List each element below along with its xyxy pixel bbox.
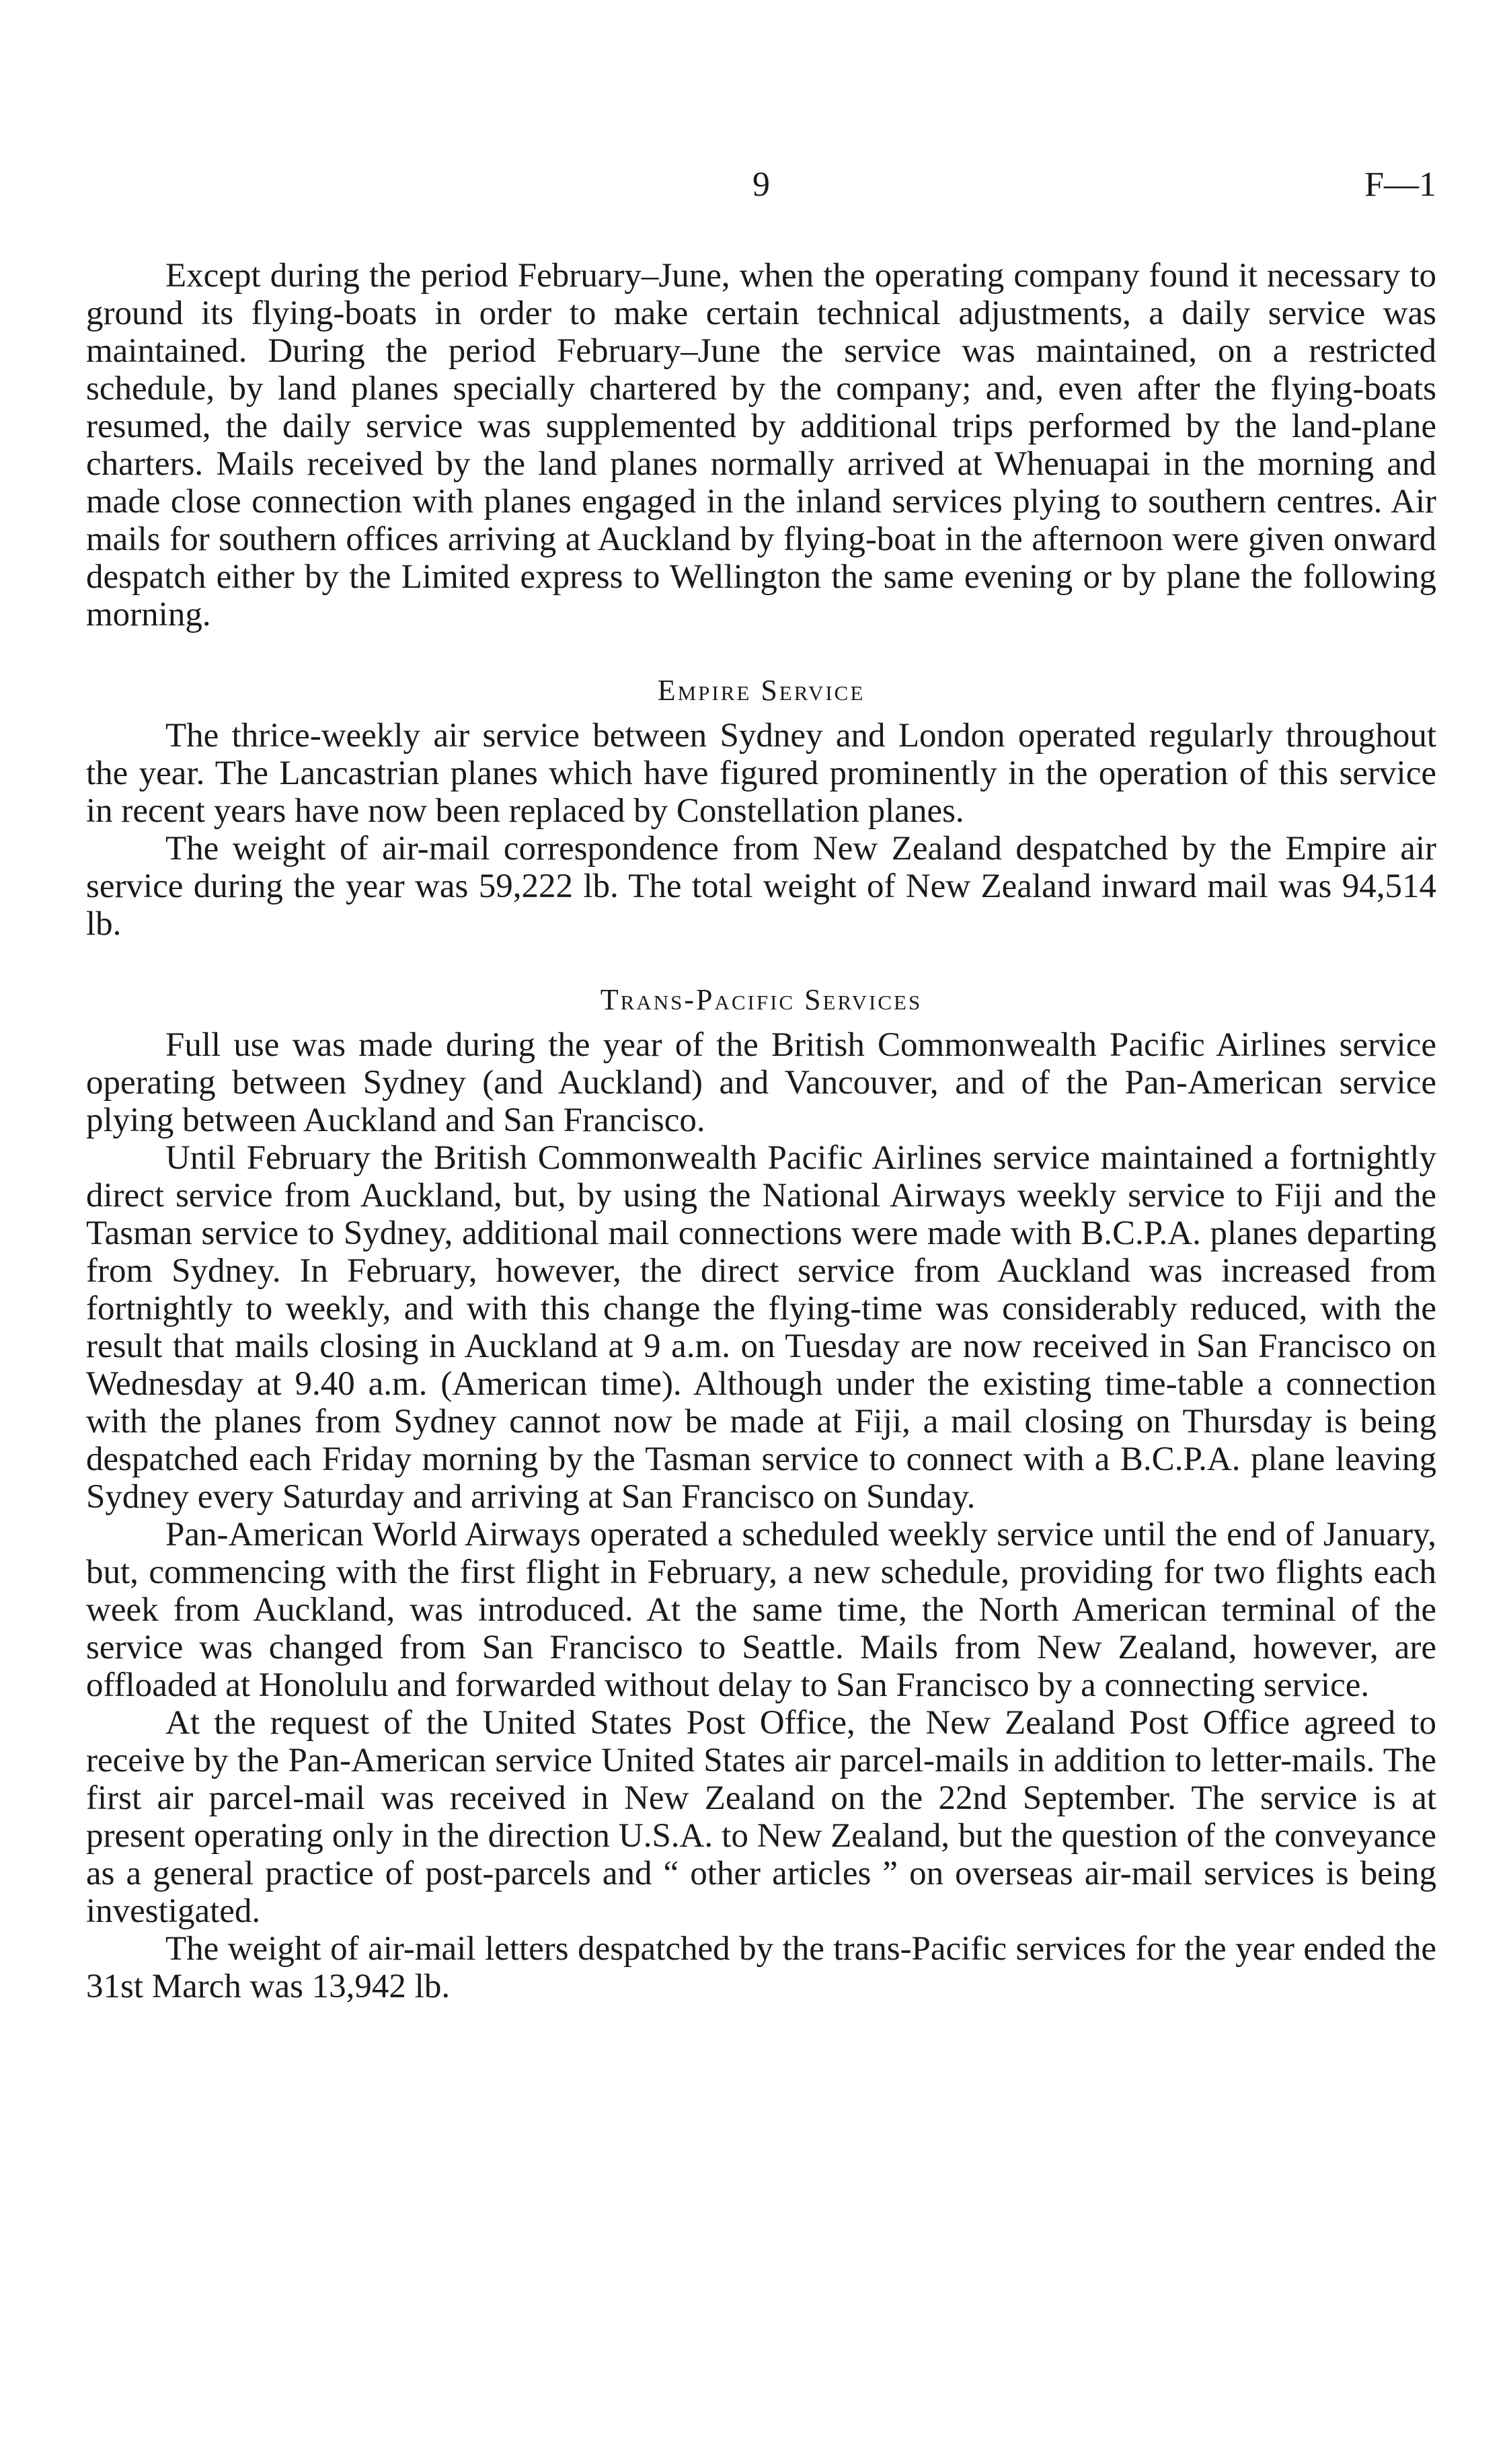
page-body <box>86 257 1436 2005</box>
paragraph-trans-pacific-weight: The weight of air-mail letters despatched by the trans-Pacific services for the year ended the 31st March was 13,942 lb. <box>86 1930 1436 2005</box>
paragraph-daily-service: Except during the period February–June, when the operating company found it necessary to ground its flying-boats in order to make certain technical adjustments, a daily service was maintained. During the period February–June the service was maintained, on a restricted schedule, by land planes specially chartered by the company; and, even after the flying-boats resumed, the daily service was supplemented by additional trips performed by the land-plane charters. Mails received by the land planes normally arrived at Whenuapai in the morning and made close connection with planes engaged in the inland services plying to southern centres. Air mails for southern offices arriving at Auckland by flying-boat in the afternoon were given onward despatch either by the Limited express to Wellington the same evening or by plane the following morning. <box>86 257 1436 633</box>
paragraph-trans-pacific-full-use: Full use was made during the year of the British Commonwealth Pacific Airlines service operating between Sydney (and Auckland) and Vancouver, and of the Pan-American service plying between Auckland and San Francisco. <box>86 1026 1436 1139</box>
paragraph-bcpa-service: Until February the British Commonwealth Pacific Airlines service maintained a fortnightly direct service from Auckland, but, by using the National Airways weekly service to Fiji and the Tasman service to Sydney, additional mail connections were made with B.C.P.A. planes departing from Sydney. In February, however, the direct service from Auckland was increased from fortnightly to weekly, and with this change the flying-time was considerably reduced, with the result that mails closing in Auckland at 9 a.m. on Tuesday are now received in San Francisco on Wednesday at 9.40 a.m. (American time). Although under the existing time-table a connection with the planes from Sydney cannot now be made at Fiji, a mail closing on Thursday is being despatched each Friday morning by the Tasman service to connect with a B.C.P.A. plane leaving Sydney every Saturday and arriving at San Francisco on Sunday. <box>86 1139 1436 1516</box>
page-header <box>86 165 1436 219</box>
document-reference: F—1 <box>1364 165 1436 204</box>
paragraph-empire-weight: The weight of air-mail correspondence from New Zealand despatched by the Empire air service during the year was 59,222 lb. The total weight of New Zealand inward mail was 94,514 lb. <box>86 830 1436 943</box>
paragraph-pan-american-service: Pan-American World Airways operated a scheduled weekly service until the end of January, but, commencing with the first flight in February, a new schedule, providing for two flights each week from Auckland, was introduced. At the same time, the North American terminal of the service was changed from San Francisco to Seattle. Mails from New Zealand, however, are offloaded at Honolulu and forwarded without delay to San Francisco by a connecting service. <box>86 1516 1436 1704</box>
section-heading-trans-pacific-services: Trans-Pacific Services <box>600 983 923 1016</box>
section-heading-empire-service: Empire Service <box>657 674 865 707</box>
paragraph-parcel-mails: At the request of the United States Post Office, the New Zealand Post Office agreed to receive by the Pan-American service United States air parcel-mails in addition to letter-mails. The first air parcel-mail was received in New Zealand on the 22nd September. The service is at present operating only in the direction U.S.A. to New Zealand, but the question of the conveyance as a general practice of post-parcels and “ other articles ” on overseas air-mail services is being investigated. <box>86 1704 1436 1930</box>
paragraph-empire-thrice-weekly: The thrice-weekly air service between Sydney and London operated regularly throughout the year. The Lancastrian planes which have figured prominently in the operation of this service in recent years have now been replaced by Constellation planes. <box>86 717 1436 830</box>
page-number: 9 <box>752 165 770 204</box>
